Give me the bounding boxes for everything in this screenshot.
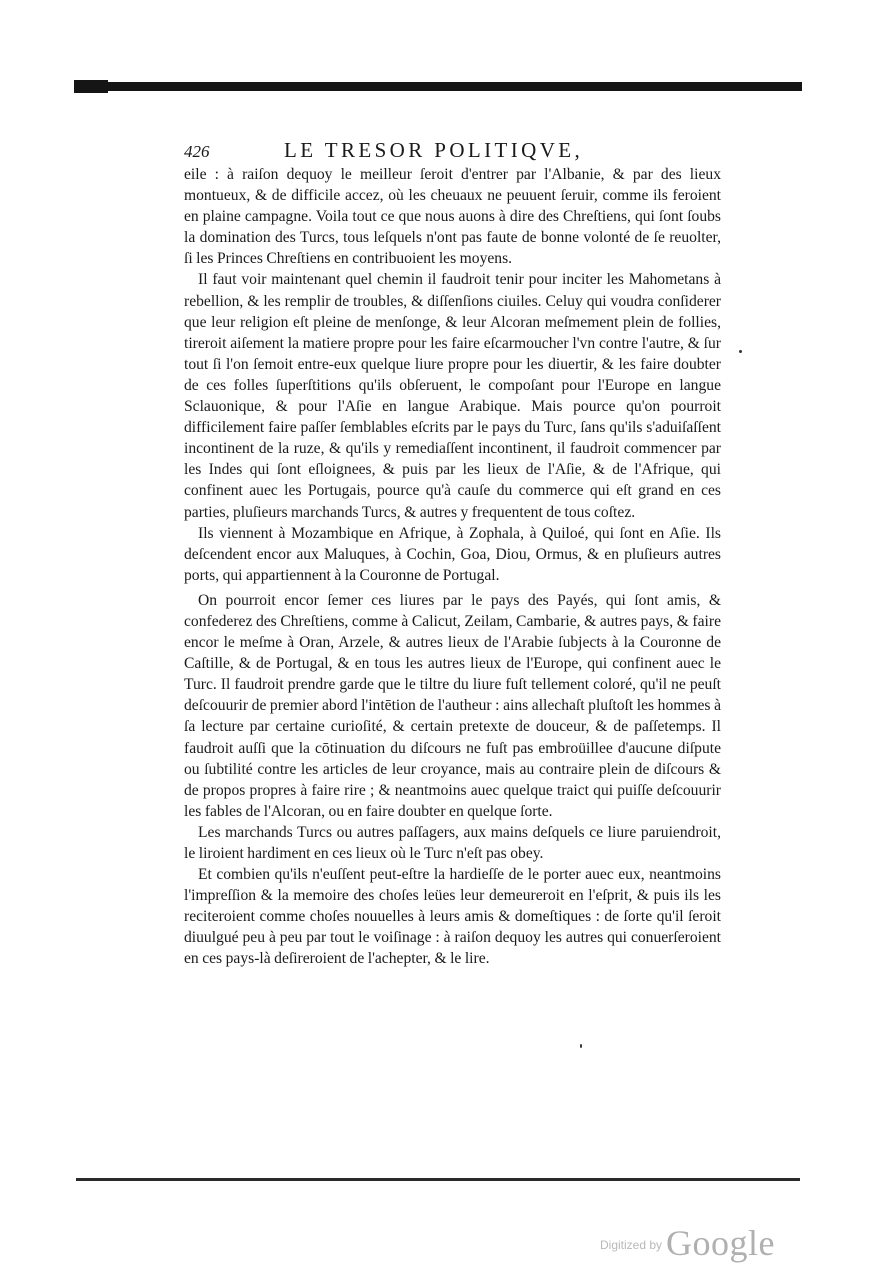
paragraph: Ils viennent à Mozambique en Afrique, à Zophala, à Quiloé, qui ſont en Aſie. Ils deſcendent encor aux Maluques, à Cochin, Goa, Diou, Ormus, & en pluſieurs autres ports, qui appartiennent à la Couronne de Portugal. xyxy=(184,524,721,584)
page-body xyxy=(184,164,721,970)
paragraph: Et combien qu'ils n'euſſent peut-eſtre la hardieſſe de le porter auec eux, neantmoins l'impreſſion & la memoire des choſes leües leur demeureroit en l'eſprit, & puis ils les reciteroient comme choſes nouuelles à leurs amis & domeſtiques : de ſorte qu'il ſeroit diuulgué peu à peu par tout le voiſinage : à raiſon dequoy les autres qui conuerſeroient en ces pays-là deſireroient de l'achepter, & le lire. xyxy=(184,866,721,968)
paragraph-continuation: eile : à raiſon dequoy le meilleur ſeroit d'entrer par l'Albanie, & par des lieux montueux, & de difficile accez, où les cheuaux ne peuuent ſeruir, comme ils feroient en plaine campagne. Voila tout ce que nous auons à dire des Chreſtiens, qui ſont ſoubs la domination des Turcs, tous leſquels n'ont pas faute de bonne volonté de ſe reuolter, ſi les Princes Chreſtiens en contribuoient les moyens. xyxy=(184,166,721,268)
paragraph: Les marchands Turcs ou autres paſſagers, aux mains deſquels ce liure paruiendroit, le liroient hardiment en ces lieux où le Turc n'eſt pas obey. xyxy=(184,823,721,862)
page-number: 426 xyxy=(184,142,210,161)
bottom-rule xyxy=(76,1178,800,1181)
page-header xyxy=(184,138,724,166)
ink-speck xyxy=(739,350,742,353)
top-rule xyxy=(74,82,802,91)
paragraph: Il faut voir maintenant quel chemin il faudroit tenir pour inciter les Mahometans à rebellion, & les remplir de troubles, & diſſenſions ciuiles. Celuy qui voudra conſiderer que leur religion eſt pleine de menſonge, & leur Alcoran meſmement plein de follies, tireroit aiſement la matiere propre pour les faire eſcarmoucher l'vn contre l'autre, & ſur tout ſi l'on ſemoit entre-eux quelque liure propre pour les diuertir, & les faire doubter de ces folles ſuperſtitions qu'ils obſeruent, le compoſant pour l'Europe en langue Sclauonique, & pour l'Aſie en langue Arabique. Mais pource qu'on pourroit difficilement faire paſſer ſemblables eſcrits par le pays du Turc, ſans qu'ils s'aduiſaſſent incontinent de la ruze, & qu'ils y remediaſſent incontinent, il faudroit commencer par les Indes qui ſont eſloignees, & puis par les lieux de l'Aſie, & de l'Afrique, qui confinent auec les Portugais, pource qu'à cauſe du commerce qui eſt grand en ces parties, pluſieurs marchands Turcs, & autres y frequentent de tous coſtez. xyxy=(184,271,721,521)
ink-speck xyxy=(580,1044,582,1048)
watermark-small-text: Digitized by xyxy=(600,1238,663,1252)
paragraph: On pourroit encor ſemer ces liures par le pays des Payés, qui ſont amis, & confederez des Chreſtiens, comme à Calicut, Zeilam, Cambarie, & autres pays, & faire encor le meſme à Oran, Arzele, & autres lieux de l'Arabie ſubjects à la Couronne de Caſtille, & de Portugal, & en tous les autres lieux de l'Europe, qui confinent auec le Turc. Il faudroit prendre garde que le tiltre du liure fuſt tellement coloré, qu'il ne peuſt deſcouurir de premier abord l'intētion de l'autheur : ains allechaſt pluſtoſt les hommes à ſa lecture par certaine curioſité, & certain pretexte de douceur, & de paſſetemps. Il faudroit auſſi que la cōtinuation du diſcours ne fuſt pas embroüillee d'aucune diſpute ou ſubtilité contre les articles de leur croyance, mais au contraire plein de diſcours & de propos propres à faire rire ; & neantmoins auec quelque traict qui puiſſe deſcouurir les fables de l'Alcoran, ou en faire doubter en quelque ſorte. xyxy=(184,591,721,820)
digitized-watermark xyxy=(600,1222,775,1262)
watermark-logo-text: Google xyxy=(666,1223,776,1263)
running-title: LE TRESOR POLITIQVE, xyxy=(284,138,584,162)
